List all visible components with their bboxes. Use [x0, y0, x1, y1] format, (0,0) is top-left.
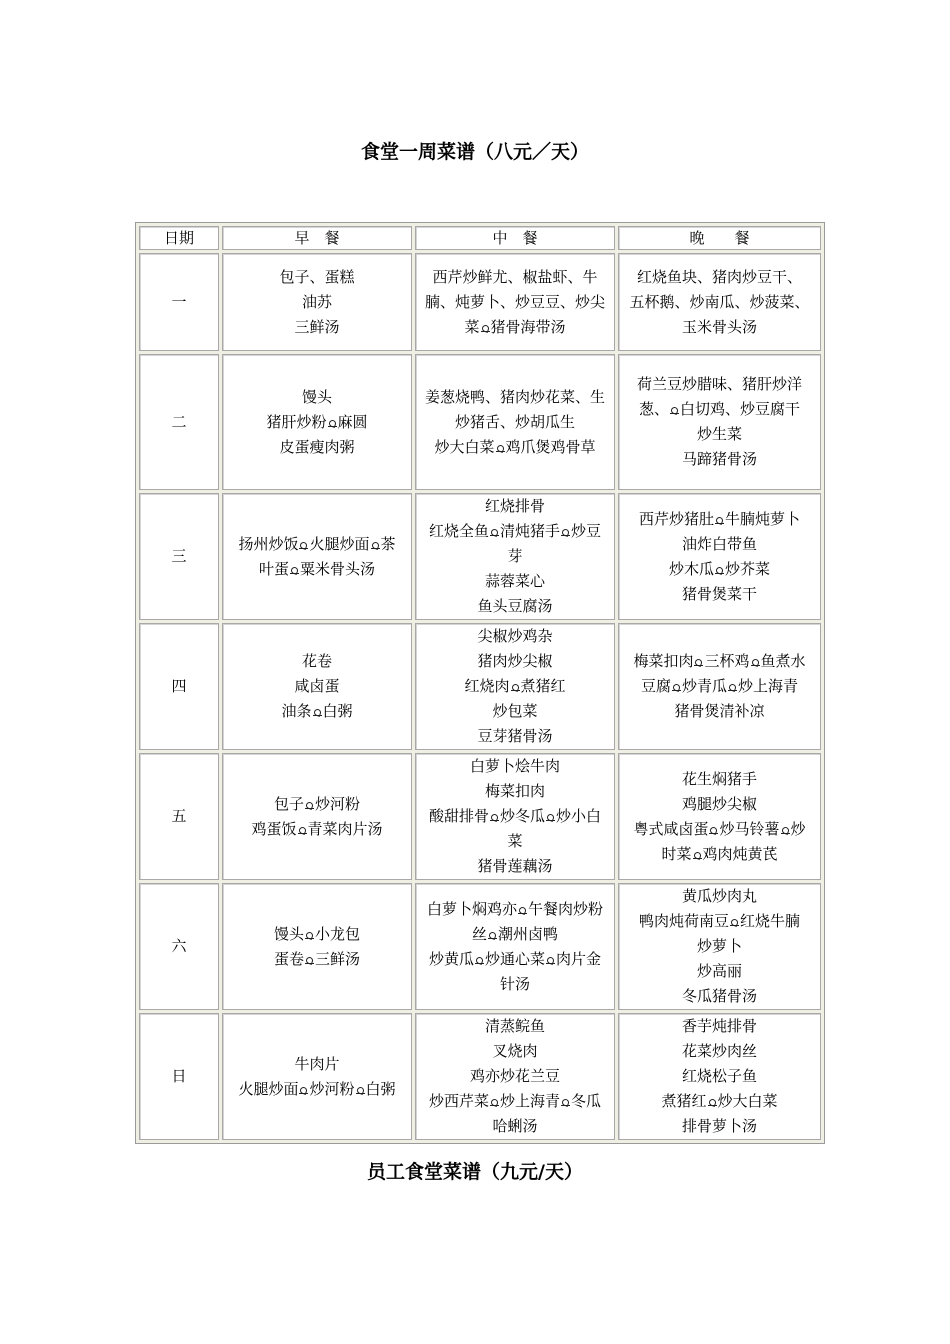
- dish-text: 炒河粉: [309, 1079, 355, 1098]
- dish-text: 猪骨海带汤: [490, 317, 566, 336]
- menu-line: [620, 372, 819, 397]
- dish-text: 鸭肉炖荷南豆: [638, 912, 729, 930]
- breakfast-cell: [222, 493, 412, 620]
- dish-text: 煮猪红: [661, 1092, 707, 1110]
- menu-line: [620, 792, 819, 817]
- table-row: [139, 883, 821, 1010]
- dish-text: 猪骨煲清补凉: [674, 702, 765, 720]
- menu-line: [417, 385, 613, 410]
- menu-line: [620, 265, 819, 290]
- small-cup-symbol-icon: [290, 566, 299, 574]
- header-lunch: 中 餐: [415, 226, 615, 250]
- dish-text: 蒜蓉菜心: [484, 572, 545, 590]
- dinner-cell: [618, 623, 821, 750]
- small-cup-symbol-icon: [561, 528, 570, 536]
- small-cup-symbol-icon: [356, 1086, 365, 1094]
- menu-line: [620, 1089, 819, 1114]
- menu-line: [224, 649, 410, 674]
- small-cup-symbol-icon: [546, 813, 555, 821]
- dish-text: 腩、炖萝卜、炒豆豆、炒尖: [424, 292, 605, 311]
- menu-line: [224, 385, 410, 410]
- table-row: [139, 493, 821, 620]
- dish-text: 包子: [273, 794, 304, 813]
- dish-text: 五杯鹅、炒南瓜、炒菠菜、: [629, 292, 810, 311]
- dish-text: 白切鸡、炒豆腐干: [680, 400, 801, 418]
- dish-text: 花生焖猪手: [681, 769, 757, 788]
- dish-text: 青菜肉片汤: [307, 819, 383, 838]
- dish-text: 葱、: [638, 400, 669, 418]
- header-date: 日期: [139, 226, 219, 250]
- menu-line: [620, 315, 819, 340]
- small-cup-symbol-icon: [305, 931, 314, 939]
- dish-text: 粤式咸卤蛋: [633, 819, 709, 838]
- menu-line: [620, 909, 819, 934]
- dish-text: 炒青瓜: [681, 677, 727, 695]
- breakfast-cell: [222, 623, 412, 750]
- menu-line: [620, 422, 819, 447]
- dish-text: 粟米骨头汤: [300, 559, 376, 578]
- dish-text: 炒萝卜: [696, 937, 742, 955]
- small-cup-symbol-icon: [730, 918, 739, 926]
- dish-text: 馒头: [273, 924, 304, 943]
- menu-line: [417, 947, 613, 972]
- small-cup-symbol-icon: [715, 516, 724, 524]
- dish-text: 梅菜扣肉: [484, 782, 545, 800]
- menu-line: [224, 947, 410, 972]
- small-cup-symbol-icon: [371, 541, 380, 549]
- header-dinner: 晚 餐: [618, 226, 821, 250]
- menu-line: [620, 507, 819, 532]
- small-cup-symbol-icon: [546, 956, 555, 964]
- day-cell: 二: [139, 354, 219, 490]
- small-cup-symbol-icon: [670, 406, 679, 414]
- dish-text: 油条: [281, 702, 312, 720]
- dish-text: 鸡蛋饭: [251, 819, 297, 838]
- dish-text: 炒黄瓜: [428, 949, 474, 968]
- menu-line: [417, 435, 613, 460]
- dish-text: 三杯鸡: [704, 652, 750, 670]
- menu-line: [224, 792, 410, 817]
- lunch-cell: [415, 753, 615, 880]
- menu-line: [620, 649, 819, 674]
- menu-line: [620, 767, 819, 792]
- dish-text: 炒: [790, 819, 806, 838]
- dish-text: 炒豆: [571, 522, 602, 540]
- dish-text: 叶蛋: [258, 559, 289, 578]
- breakfast-cell: [222, 753, 412, 880]
- lunch-cell: [415, 1013, 615, 1140]
- dish-text: 油苏: [301, 292, 332, 311]
- day-cell: 六: [139, 883, 219, 1010]
- dish-text: 梅菜扣肉: [633, 652, 694, 670]
- dish-text: 菜: [507, 832, 523, 850]
- dish-text: 红烧牛腩: [740, 912, 801, 930]
- dish-text: 炒生菜: [696, 425, 742, 443]
- dish-text: 红烧全鱼: [428, 522, 489, 540]
- page-title: 食堂一周菜谱（八元／天）: [360, 141, 589, 163]
- dish-text: 芽: [507, 547, 523, 565]
- dish-text: 馒头: [301, 387, 332, 406]
- menu-line: [620, 582, 819, 607]
- dish-text: 白萝卜烩牛肉: [469, 757, 560, 775]
- dish-text: 姜葱烧鸭、猪肉炒花菜、生: [424, 387, 605, 406]
- menu-line: [224, 1077, 410, 1102]
- menu-line: [417, 290, 613, 315]
- table-row: [139, 753, 821, 880]
- dish-text: 扬州炒饭: [238, 534, 299, 553]
- menu-line: [417, 1089, 613, 1114]
- dish-text: 鸡腿炒尖椒: [681, 794, 757, 813]
- dish-text: 炒大白菜: [717, 1092, 778, 1110]
- dish-text: 茶: [380, 534, 396, 553]
- dish-text: 西芹炒鲜尤、椒盐虾、牛: [432, 267, 598, 286]
- menu-line: [620, 1039, 819, 1064]
- dish-text: 鸡肉炖黄芪: [702, 844, 778, 863]
- dish-text: 尖椒炒鸡杂: [477, 627, 553, 645]
- small-cup-symbol-icon: [672, 683, 681, 691]
- lunch-cell: [415, 253, 615, 351]
- dish-text: 丝: [471, 924, 487, 943]
- dish-text: 花菜炒肉丝: [681, 1042, 757, 1060]
- day-cell: 五: [139, 753, 219, 880]
- dish-text: 包子、蛋糕: [279, 267, 355, 286]
- dinner-cell: [618, 753, 821, 880]
- menu-line: [417, 1014, 613, 1039]
- breakfast-cell: [222, 1013, 412, 1140]
- menu-line: [620, 290, 819, 315]
- dish-text: 炒小白: [556, 807, 602, 825]
- menu-line: [224, 410, 410, 435]
- day-cell: 日: [139, 1013, 219, 1140]
- menu-line: [620, 817, 819, 842]
- small-cup-symbol-icon: [708, 1098, 717, 1106]
- dish-text: 炒上海青: [499, 1092, 560, 1110]
- menu-line: [224, 674, 410, 699]
- menu-line: [417, 754, 613, 779]
- menu-line: [417, 519, 613, 544]
- menu-line: [224, 290, 410, 315]
- lunch-cell: [415, 883, 615, 1010]
- menu-line: [417, 779, 613, 804]
- dinner-cell: [618, 883, 821, 1010]
- menu-line: [224, 922, 410, 947]
- menu-line: [417, 624, 613, 649]
- dish-text: 牛腩炖萝卜: [725, 509, 801, 528]
- dish-text: 炒通心菜: [484, 949, 545, 968]
- menu-line: [417, 972, 613, 997]
- small-cup-symbol-icon: [305, 801, 314, 809]
- dish-text: 炒大白菜: [434, 437, 495, 456]
- dish-text: 鸡亦炒花兰豆: [469, 1067, 560, 1085]
- header-breakfast: 早 餐: [222, 226, 412, 250]
- dish-text: 牛肉片: [294, 1054, 340, 1073]
- dish-text: 三鲜汤: [315, 949, 361, 968]
- menu-line: [417, 1114, 613, 1139]
- menu-line: [417, 724, 613, 749]
- dish-text: 叉烧肉: [492, 1042, 538, 1060]
- menu-line: [224, 699, 410, 724]
- dish-text: 皮蛋瘦肉粥: [279, 437, 355, 456]
- dinner-cell: [618, 493, 821, 620]
- dinner-cell: [618, 1013, 821, 1140]
- menu-line: [417, 854, 613, 879]
- small-cup-symbol-icon: [490, 1098, 499, 1106]
- dish-text: 炒高丽: [696, 962, 742, 980]
- dish-text: 豆芽猪骨汤: [477, 727, 553, 745]
- small-cup-symbol-icon: [305, 956, 314, 964]
- menu-line: [224, 265, 410, 290]
- menu-line: [620, 984, 819, 1009]
- small-cup-symbol-icon: [709, 826, 718, 834]
- small-cup-symbol-icon: [481, 324, 490, 332]
- dish-text: 时菜: [661, 844, 692, 863]
- menu-line: [417, 1039, 613, 1064]
- small-cup-symbol-icon: [298, 826, 307, 834]
- dish-text: 小龙包: [315, 924, 361, 943]
- dish-text: 猪骨莲藕汤: [477, 857, 553, 875]
- dish-text: 猪肉炒尖椒: [477, 652, 553, 670]
- menu-line: [417, 544, 613, 569]
- menu-line: [417, 1064, 613, 1089]
- dish-text: 蛋卷: [273, 949, 304, 968]
- menu-line: [620, 1064, 819, 1089]
- menu-line: [620, 842, 819, 867]
- dish-text: 肉片金: [556, 949, 602, 968]
- table-row: [139, 1013, 821, 1140]
- small-cup-symbol-icon: [518, 906, 527, 914]
- dish-text: 黄瓜炒肉丸: [681, 887, 757, 905]
- dish-text: 荷兰豆炒腊味、猪肝炒洋: [636, 375, 802, 393]
- dish-text: 酸甜排骨: [428, 807, 489, 825]
- small-cup-symbol-icon: [488, 931, 497, 939]
- dish-text: 花卷: [301, 652, 332, 670]
- menu-line: [417, 897, 613, 922]
- dish-text: 白粥: [322, 702, 353, 720]
- dish-text: 油炸白带鱼: [681, 534, 757, 553]
- menu-line: [620, 934, 819, 959]
- dish-text: 红烧松子鱼: [681, 1067, 757, 1085]
- menu-line: [620, 959, 819, 984]
- menu-line: [417, 829, 613, 854]
- dish-text: 豆腐: [640, 677, 671, 695]
- small-cup-symbol-icon: [490, 813, 499, 821]
- day-cell: 四: [139, 623, 219, 750]
- dish-text: 清炖猪手: [499, 522, 560, 540]
- dish-text: 排骨萝卜汤: [681, 1117, 757, 1135]
- small-cup-symbol-icon: [299, 541, 308, 549]
- menu-line: [620, 557, 819, 582]
- dish-text: 三鲜汤: [294, 317, 340, 336]
- dish-text: 鸡爪煲鸡骨草: [505, 437, 596, 456]
- breakfast-cell: [222, 253, 412, 351]
- dish-text: 炒冬瓜: [499, 807, 545, 825]
- menu-line: [620, 1114, 819, 1139]
- small-cup-symbol-icon: [561, 1098, 570, 1106]
- dish-text: 炒河粉: [315, 794, 361, 813]
- dish-text: 清蒸鲩鱼: [484, 1017, 545, 1035]
- dish-text: 马蹄猪骨汤: [681, 450, 757, 468]
- dish-text: 咸卤蛋: [294, 677, 340, 695]
- dish-text: 鱼头豆腐汤: [477, 597, 553, 615]
- menu-line: [224, 435, 410, 460]
- dish-text: 猪肝炒粉: [266, 412, 327, 431]
- breakfast-cell: [222, 883, 412, 1010]
- dinner-cell: [618, 253, 821, 351]
- dish-text: 炒上海青: [738, 677, 799, 695]
- dish-text: 红烧鱼块、猪肉炒豆干、: [636, 267, 802, 286]
- menu-line: [224, 1052, 410, 1077]
- dish-text: 炒木瓜: [668, 559, 714, 578]
- small-cup-symbol-icon: [313, 708, 322, 716]
- dish-text: 红烧肉: [464, 677, 510, 695]
- dish-text: 火腿炒面: [309, 534, 370, 553]
- menu-line: [620, 532, 819, 557]
- small-cup-symbol-icon: [728, 683, 737, 691]
- dinner-cell: [618, 354, 821, 490]
- small-cup-symbol-icon: [694, 658, 703, 666]
- small-cup-symbol-icon: [751, 658, 760, 666]
- small-cup-symbol-icon: [511, 683, 520, 691]
- menu-line: [417, 804, 613, 829]
- dish-text: 炒西芹菜: [428, 1092, 489, 1110]
- menu-line: [620, 1014, 819, 1039]
- small-cup-symbol-icon: [693, 851, 702, 859]
- dish-text: 西芹炒猪肚: [638, 509, 714, 528]
- dish-text: 红烧排骨: [484, 497, 545, 515]
- table-row: [139, 253, 821, 351]
- menu-line: [620, 674, 819, 699]
- section-title: 员工食堂菜谱（九元/天）: [367, 1161, 583, 1183]
- small-cup-symbol-icon: [475, 956, 484, 964]
- lunch-cell: [415, 623, 615, 750]
- breakfast-cell: [222, 354, 412, 490]
- menu-line: [417, 699, 613, 724]
- dish-text: 炒马铃薯: [719, 819, 780, 838]
- small-cup-symbol-icon: [328, 419, 337, 427]
- weekly-menu-table: [135, 222, 825, 1144]
- small-cup-symbol-icon: [715, 566, 724, 574]
- dish-text: 香芋炖排骨: [681, 1017, 757, 1035]
- menu-line: [417, 594, 613, 619]
- dish-text: 白萝卜焖鸡亦: [426, 899, 517, 918]
- menu-line: [417, 674, 613, 699]
- menu-line: [224, 817, 410, 842]
- menu-line: [417, 494, 613, 519]
- menu-line: [620, 397, 819, 422]
- small-cup-symbol-icon: [496, 444, 505, 452]
- dish-text: 菜: [464, 317, 480, 336]
- small-cup-symbol-icon: [490, 528, 499, 536]
- table-row: [139, 354, 821, 490]
- day-cell: 三: [139, 493, 219, 620]
- menu-line: [224, 557, 410, 582]
- small-cup-symbol-icon: [299, 1086, 308, 1094]
- menu-line: [224, 315, 410, 340]
- dish-text: 炒芥菜: [725, 559, 771, 578]
- menu-line: [417, 922, 613, 947]
- dish-text: 炒猪舌、炒胡瓜生: [454, 412, 575, 431]
- menu-line: [417, 569, 613, 594]
- dish-text: 猪骨煲菜干: [681, 584, 757, 603]
- dish-text: 午餐肉炒粉: [528, 899, 604, 918]
- lunch-cell: [415, 354, 615, 490]
- dish-text: 针汤: [499, 974, 530, 993]
- dish-text: 潮州卤鸭: [498, 924, 559, 943]
- dish-text: 麻圆: [337, 412, 368, 431]
- dish-text: 火腿炒面: [238, 1079, 299, 1098]
- small-cup-symbol-icon: [781, 826, 790, 834]
- menu-line: [620, 884, 819, 909]
- menu-line: [417, 315, 613, 340]
- dish-text: 哈蜊汤: [492, 1117, 538, 1135]
- table-row: [139, 623, 821, 750]
- dish-text: 鱼煮水: [760, 652, 806, 670]
- dish-text: 冬瓜猪骨汤: [681, 987, 757, 1005]
- dish-text: 玉米骨头汤: [681, 317, 757, 336]
- day-cell: 一: [139, 253, 219, 351]
- dish-text: 白粥: [365, 1079, 396, 1098]
- dish-text: 炒包菜: [492, 702, 538, 720]
- menu-line: [224, 532, 410, 557]
- dish-text: 煮猪红: [520, 677, 566, 695]
- dish-text: 冬瓜: [571, 1092, 602, 1110]
- lunch-cell: [415, 493, 615, 620]
- menu-line: [620, 699, 819, 724]
- menu-line: [620, 447, 819, 472]
- menu-line: [417, 410, 613, 435]
- menu-line: [417, 649, 613, 674]
- menu-line: [417, 265, 613, 290]
- table-header-row: [139, 226, 821, 250]
